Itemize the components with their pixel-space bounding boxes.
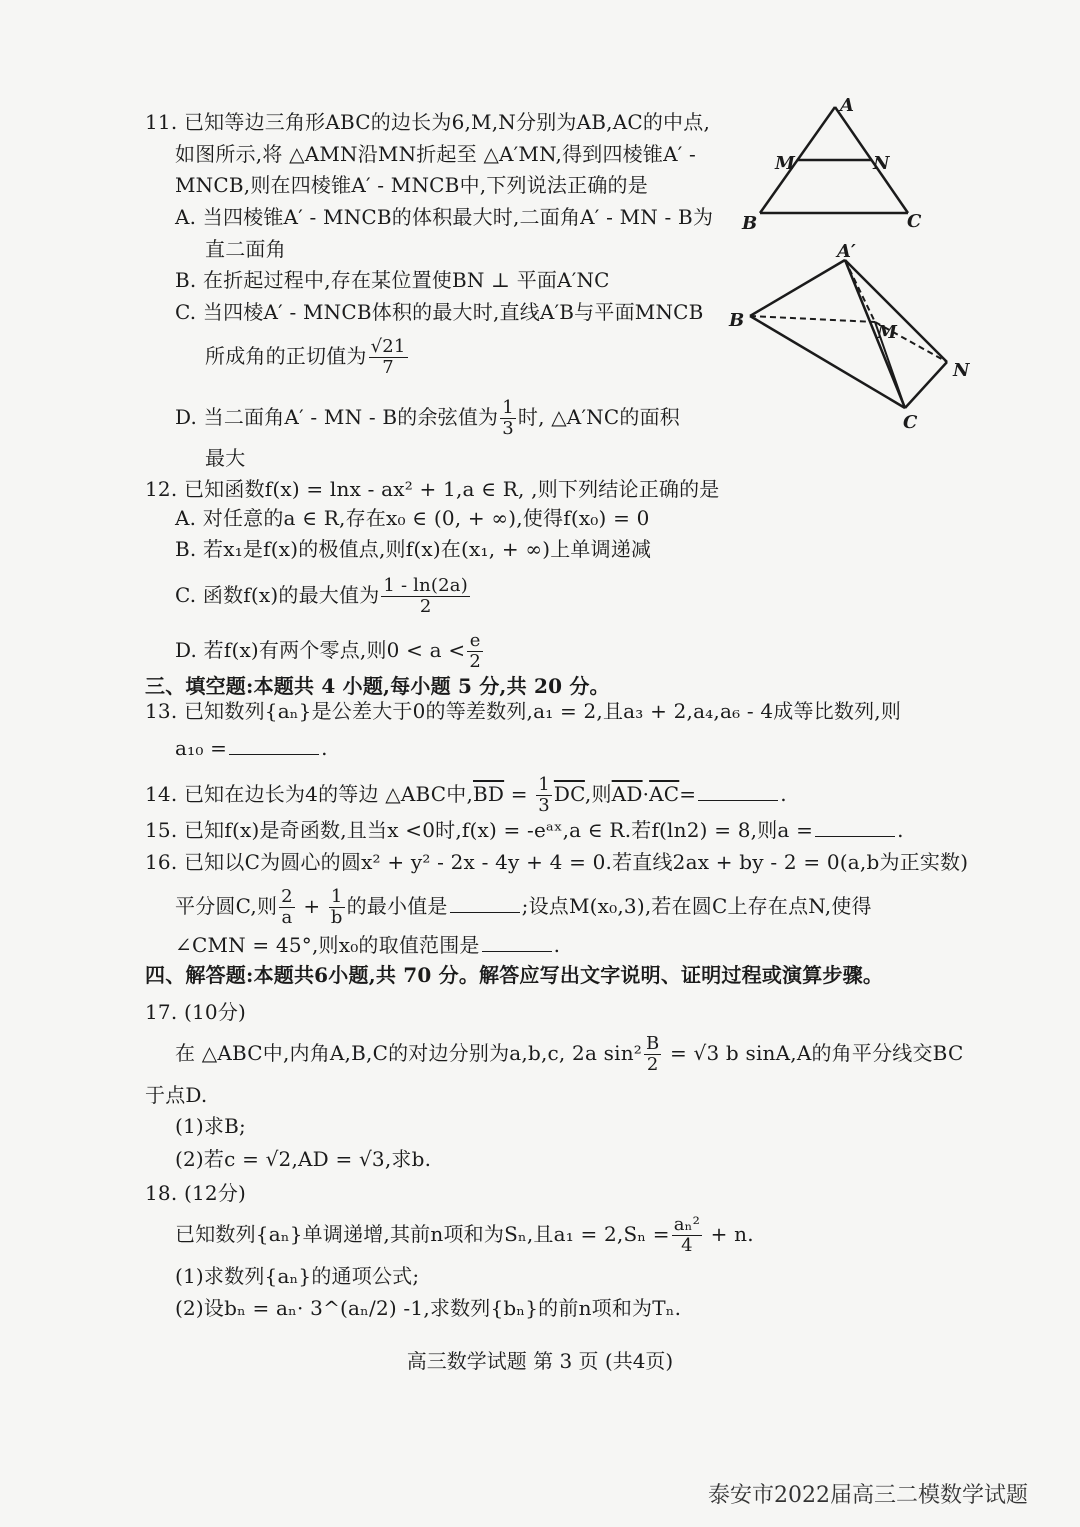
frac-denominator: a bbox=[281, 907, 293, 928]
q16-l2-post: ;设点M(x₀,3),若在圆C上存在点N,使得 bbox=[521, 894, 872, 918]
q12-option-d-fraction bbox=[467, 631, 483, 672]
q14-line: 14. 已知在边长为4的等边 △ABC中$,\overline{BD}$ = $\frac{1}{3}$ $\overline{DC}$,则$\overline{AD}\cdot\overline{AC}=$ . bbox=[145, 774, 787, 816]
q18-fraction bbox=[672, 1215, 702, 1256]
q16-line1: 16. 已知以C为圆心的圆x² + y² - 2x - 4y + 4 = 0.若直线2ax + by - 2 = 0(a,b为正实数) bbox=[145, 850, 969, 874]
q14-pre: 14. 已知在边长为4的等边 △ABC中, bbox=[145, 782, 473, 806]
q13-line2: a₁₀ = . bbox=[175, 736, 328, 760]
q17-part1: (1)求B; bbox=[175, 1114, 246, 1138]
q17-line2: 于点D. bbox=[145, 1083, 208, 1107]
q11-option-c-line1: C. 当四棱A′ - MNCB体积的最大时,直线A′B与平面MNCB bbox=[175, 300, 704, 324]
q11-option-c-line2 bbox=[205, 337, 410, 378]
q12-option-d bbox=[175, 631, 485, 672]
label-a: A bbox=[840, 95, 854, 116]
q18-part1: (1)求数列{aₙ}的通项公式; bbox=[175, 1264, 420, 1288]
frac-denominator: 4 bbox=[681, 1235, 693, 1256]
q14-mid: ,则 bbox=[584, 782, 612, 806]
q14-eq: = bbox=[504, 782, 535, 806]
answer-blank bbox=[450, 892, 520, 913]
q16-fraction-2 bbox=[329, 887, 345, 928]
label-b: B bbox=[742, 213, 758, 234]
q12-option-c-pre: C. 函数f(x)的最大值为 bbox=[175, 583, 380, 607]
q18-l1-post: + n. bbox=[704, 1222, 754, 1246]
vector-ad: $\overline{AD}$ bbox=[611, 782, 643, 806]
section-4-heading: 四、解答题:本题共6小题,共 70 分。解答应写出文字说明、证明过程或演算步骤。 bbox=[145, 963, 884, 987]
q16-fraction-1 bbox=[279, 887, 295, 928]
q11-option-d-pre: D. 当二面角A′ - MN - B的余弦值为 bbox=[175, 405, 499, 429]
triangle-figure bbox=[730, 95, 930, 235]
q18-heading: 18. (12分) bbox=[145, 1181, 247, 1205]
q14-post: = bbox=[679, 782, 697, 806]
q11-stem-line2: 如图所示,将 △AMN沿MN折起至 △A′MN,得到四棱锥A′ - bbox=[175, 142, 696, 166]
edge-a-m bbox=[845, 260, 875, 322]
q11-stem-line3: MNCB,则在四棱锥A′ - MNCB中,下列说法正确的是 bbox=[175, 173, 648, 197]
q11-option-b: B. 在折起过程中,存在某位置使BN ⊥ 平面A′NC bbox=[175, 268, 610, 292]
q11-option-a-line1: A. 当四棱锥A′ - MNCB的体积最大时,二面角A′ - MN - B为 bbox=[175, 205, 714, 229]
answer-blank bbox=[815, 816, 895, 837]
edge-a-b bbox=[750, 260, 845, 316]
label-c: C bbox=[907, 211, 922, 232]
frac-numerator: 1 bbox=[538, 774, 550, 795]
q17-fraction bbox=[644, 1034, 661, 1075]
q14-dot: · bbox=[642, 782, 650, 806]
label-n: N bbox=[953, 360, 970, 381]
q13-answer-label: a₁₀ = bbox=[175, 736, 228, 760]
frac-numerator: 2 bbox=[281, 886, 293, 907]
q12-option-d-pre: D. 若f(x)有两个零点,则0 < a < bbox=[175, 638, 466, 662]
q11-option-c-text: 所成角的正切值为 bbox=[205, 344, 367, 368]
pyramid-figure bbox=[725, 240, 975, 435]
answer-blank bbox=[482, 931, 552, 952]
frac-denominator: 2 bbox=[469, 651, 481, 672]
edge-c-n bbox=[905, 362, 947, 408]
q16-l2-pre: 平分圆C,则 bbox=[175, 894, 278, 918]
frac-numerator: aₙ² bbox=[673, 1214, 701, 1235]
q16-l3-text: ∠CMN = 45°,则x₀的取值范围是 bbox=[175, 933, 480, 957]
label-m: M bbox=[877, 322, 897, 343]
frac-denominator: 2 bbox=[646, 1054, 659, 1075]
section-3-heading: 三、填空题:本题共 4 小题,每小题 5 分,共 20 分。 bbox=[145, 674, 610, 698]
frac-denominator: 3 bbox=[502, 418, 514, 439]
q11-option-a-line2: 直二面角 bbox=[205, 237, 286, 261]
q18-part2: (2)设bₙ = aₙ· 3^(aₙ/2) -1,求数列{bₙ}的前n项和为Tₙ. bbox=[175, 1296, 682, 1320]
q18-line1 bbox=[175, 1215, 754, 1256]
label-a-prime: A′ bbox=[837, 241, 856, 262]
q15-text: 15. 已知f(x)是奇函数,且当x <0时,f(x) = -eᵃˣ,a ∈ R.若f(ln2) = 8,则a = bbox=[145, 818, 814, 842]
source-watermark: 泰安市2022届高三二模数学试题 bbox=[708, 1483, 1028, 1508]
q13-line1: 13. 已知数列{aₙ}是公差大于0的等差数列,a₁ = 2,且a₃ + 2,a₄,a₆ - 4成等比数列,则 bbox=[145, 699, 902, 723]
q12-option-c bbox=[175, 576, 472, 617]
answer-blank bbox=[229, 734, 319, 755]
q11-option-d-fraction bbox=[500, 398, 516, 439]
frac-denominator: 2 bbox=[419, 596, 432, 617]
q12-option-b: B. 若x₁是f(x)的极值点,则f(x)在(x₁, + ∞)上单调递减 bbox=[175, 537, 652, 561]
q11-stem-line1: 11. 已知等边三角形ABC的边长为6,M,N分别为AB,AC的中点, bbox=[145, 110, 710, 134]
q11-option-c-fraction bbox=[369, 337, 408, 378]
frac-denominator: b bbox=[330, 907, 343, 928]
q12-option-a: A. 对任意的a ∈ R,存在x₀ ∈ (0, + ∞),使得f(x₀) = 0 bbox=[175, 506, 650, 530]
frac-numerator: e bbox=[467, 631, 483, 652]
q16-line3: ∠CMN = 45°,则x₀的取值范围是 . bbox=[175, 933, 561, 957]
q17-l1-eq: = √3 b sinA,A的角平分线交BC bbox=[663, 1041, 964, 1065]
page-footer: 高三数学试题 第 3 页 (共4页) bbox=[406, 1349, 674, 1373]
answer-blank bbox=[698, 780, 778, 801]
q12-option-c-fraction bbox=[381, 576, 470, 617]
frac-numerator: 1 bbox=[329, 887, 345, 908]
frac-numerator: 1 - ln(2a) bbox=[383, 575, 468, 596]
vector-dc: $\overline{DC}$ bbox=[553, 782, 585, 806]
q14-fraction bbox=[536, 775, 552, 816]
frac-numerator: B bbox=[646, 1033, 660, 1054]
edge-a-n bbox=[845, 260, 947, 362]
q15-line: 15. 已知f(x)是奇函数,且当x <0时,f(x) = -eᵃˣ,a ∈ R.若f(ln2) = 8,则a = . bbox=[145, 818, 904, 842]
q17-part2: (2)若c = √2,AD = √3,求b. bbox=[175, 1147, 432, 1171]
frac-numerator: √21 bbox=[370, 336, 406, 357]
frac-numerator: 1 bbox=[502, 397, 514, 418]
label-n: N bbox=[873, 153, 890, 174]
q17-l1-pre: 在 △ABC中,内角A,B,C的对边分别为a,b,c, 2a sin² bbox=[175, 1041, 642, 1065]
q11-option-d-post: 时, △A′NC的面积 bbox=[517, 405, 680, 429]
vector-bd: $\overline{BD}$ bbox=[473, 782, 505, 806]
q16-line2 bbox=[175, 887, 872, 928]
q12-stem: 12. 已知函数f(x) = lnx - ax² + 1,a ∈ R, ,则下列结论正确的是 bbox=[145, 477, 720, 501]
vector-ac: $\overline{AC}$ bbox=[649, 782, 680, 806]
edge-b-m bbox=[750, 316, 875, 322]
q11-option-d-line2: 最大 bbox=[205, 446, 246, 470]
label-b: B bbox=[729, 310, 745, 331]
frac-denominator: 7 bbox=[382, 357, 394, 378]
label-m: M bbox=[775, 153, 795, 174]
q16-plus: + bbox=[296, 894, 327, 918]
q16-l2-mid: 的最小值是 bbox=[346, 894, 448, 918]
q11-option-d-line1 bbox=[175, 398, 680, 439]
q17-line1 bbox=[175, 1034, 963, 1075]
frac-denominator: 3 bbox=[538, 795, 550, 816]
label-c: C bbox=[903, 412, 918, 433]
q17-heading: 17. (10分) bbox=[145, 1000, 247, 1024]
q18-l1-pre: 已知数列{aₙ}单调递增,其前n项和为Sₙ,且a₁ = 2,Sₙ = bbox=[175, 1222, 670, 1246]
